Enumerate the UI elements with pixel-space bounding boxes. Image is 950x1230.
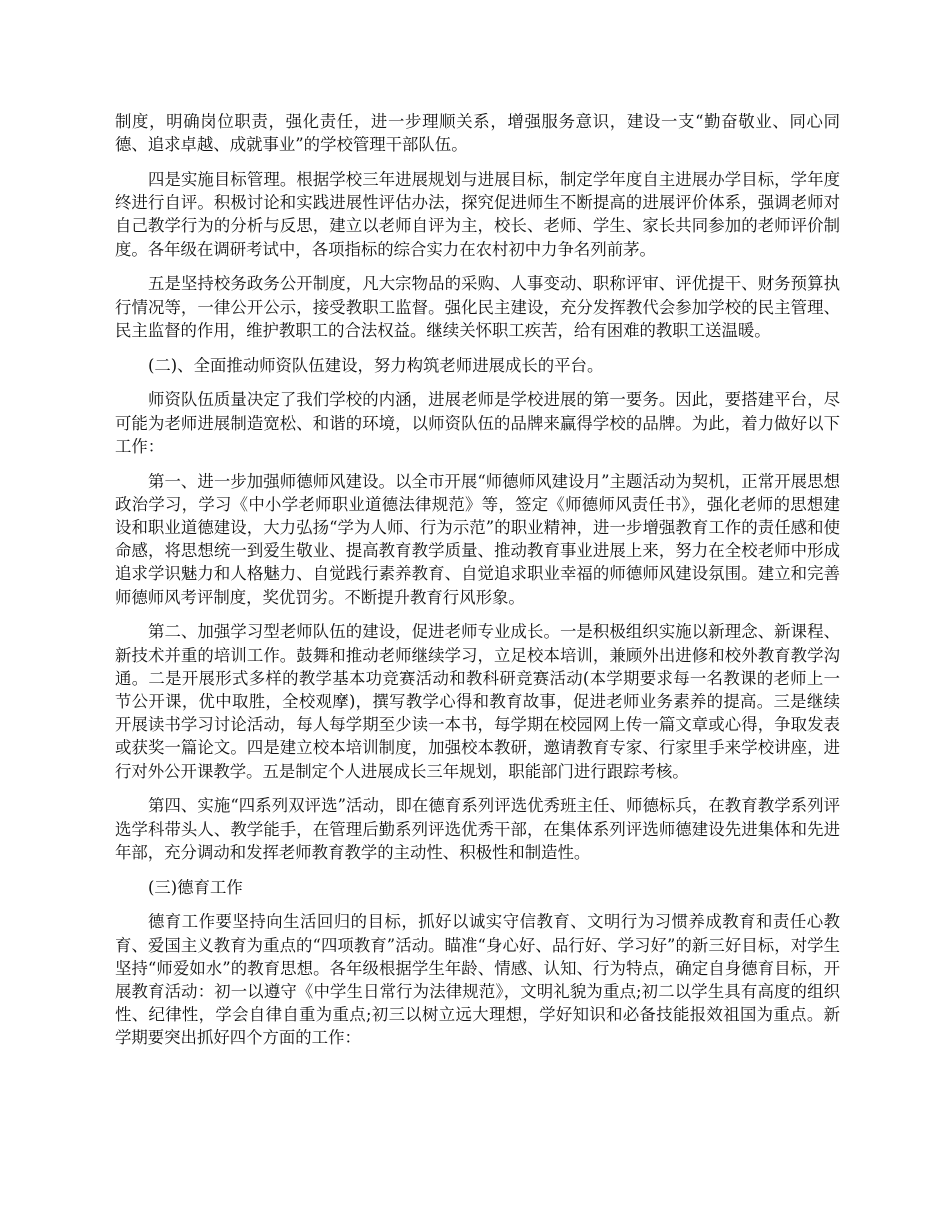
- paragraph-moral-education: 德育工作要坚持向生活回归的目标，抓好以诚实守信教育、文明行为习惯养成教育和责任心教育、爱国主义教育为重点的“四项教育”活动。瞄准“身心好、品行好、学习好”的新三好目标，对学生坚持“师爱如水”的教育思想。各年级根据学生年龄、情感、认知、行为特点，确定自身德育目标，开展教育活动：初一以遵守《中学生日常行为法律规范》，文明礼貌为重点;初二以学生具有高度的组织性、纪律性，学会自律自重为重点;初三以树立远大理想，学好知识和必备技能报效祖国为重点。新学期要突出抓好四个方面的工作：: [115, 912, 840, 1048]
- document-body: [115, 110, 840, 1061]
- paragraph-management-team: 制度，明确岗位职责，强化责任，进一步理顺关系，增强服务意识，建设一支“勤奋敬业、同心同德、追求卓越、成就事业”的学校管理干部队伍。: [115, 112, 840, 155]
- paragraph-affairs-openness: 五是坚持校务政务公开制度，凡大宗物品的采购、人事变动、职称评审、评优提干、财务预算执行情况等，一律公开公示，接受教职工监督。强化民主建设，充分发挥教代会参加学校的民主管理、民主监督的作用，维护教职工的合法权益。继续关怀职工疾苦，给有困难的教职工送温暖。: [115, 274, 840, 340]
- paragraph-four-series: 第四、实施“四系列双评选”活动，即在德育系列评选优秀班主任、师德标兵，在教育教学系列评选学科带头人、教学能手，在管理后勤系列评选优秀干部，在集体系列评选师德建设先进集体和先进年部，充分调动和发挥老师教育教学的主动性、积极性和制造性。: [115, 796, 840, 862]
- paragraph-teacher-quality: 师资队伍质量决定了我们学校的内涵，进展老师是学校进展的第一要务。因此，要搭建平台，尽可能为老师进展制造宽松、和谐的环境，以师资队伍的品牌来赢得学校的品牌。为此，着力做好以下工作：: [115, 390, 840, 456]
- paragraph-goal-management: 四是实施目标管理。根据学校三年进展规划与进展目标，制定学年度自主进展办学目标，学年度终进行自评。积极讨论和实践进展性评估办法，探究促进师生不断提高的进展评价体系，强调老师对自己教学行为的分析与反思，建立以老师自评为主，校长、老师、学生、家长共同参加的老师评价制度。各年级在调研考试中，各项指标的综合实力在农村初中力争名列前茅。: [115, 170, 840, 259]
- section-heading-moral-education: (三)德育工作: [148, 877, 243, 897]
- paragraph-learning-team: 第二、加强学习型老师队伍的建设，促进老师专业成长。一是积极组织实施以新理念、新课程、新技术并重的培训工作。鼓舞和推动老师继续学习，立足校本培训，兼顾外出进修和校外教育教学沟通。二是开展形式多样的教学基本功竞赛活动和教科研竞赛活动(本学期要求每一名教课的老师上一节公开课，优中取胜，全校观摩)，撰写教学心得和教育故事，促进老师业务素养的提高。三是继续开展读书学习讨论活动，每人每学期至少读一本书，每学期在校园网上传一篇文章或心得，争取发表或获奖一篇论文。四是建立校本培训制度，加强校本教研，邀请教育专家、行家里手来学校讲座，进行对外公开课教学。五是制定个人进展成长三年规划，职能部门进行跟踪考核。: [115, 622, 840, 781]
- paragraph-ethics-building: 第一、进一步加强师德师风建设。以全市开展“师德师风建设月”主题活动为契机，正常开展思想政治学习，学习《中小学老师职业道德法律规范》等，签定《师德师风责任书》，强化老师的思想建设和职业道德建设，大力弘扬“学为人师、行为示范”的职业精神，进一步增强教育工作的责任感和使命感，将思想统一到爱生敬业、提高教育教学质量、推动教育事业进展上来，努力在全校老师中形成追求学识魅力和人格魅力、自觉践行素养教育、自觉追求职业幸福的师德师风建设氛围。建立和完善师德师风考评制度，奖优罚劣。不断提升教育行风形象。: [115, 471, 840, 607]
- section-heading-teacher-team: (二)、全面推动师资队伍建设，努力构筑老师进展成长的平台。: [148, 355, 604, 375]
